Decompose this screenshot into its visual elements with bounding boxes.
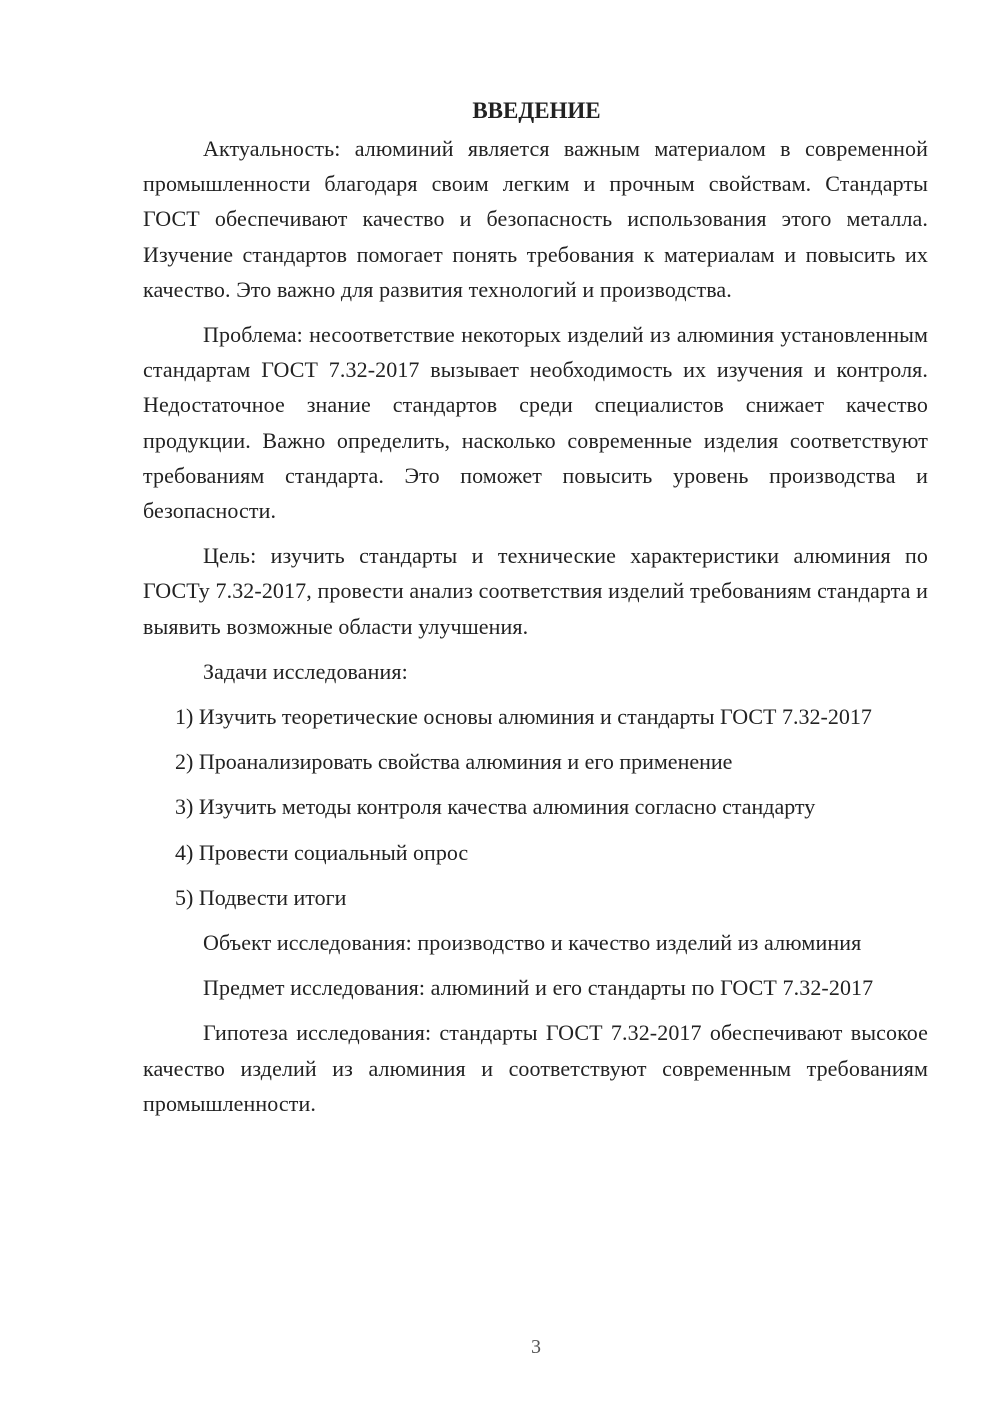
task-item-5: 5) Подвести итоги xyxy=(175,884,347,910)
paragraph-subject: Предмет исследования: алюминий и его стандарты по ГОСТ 7.32-2017 xyxy=(203,975,874,1001)
page-number: 3 xyxy=(531,1336,541,1358)
task-item-3: 3) Изучить методы контроля качества алюминия согласно стандарту xyxy=(175,794,816,820)
paragraph-goal: Цель: изучить стандарты и технические характеристики алюминия по ГОСТу 7.32-2017, провести анализ соответствия изделий требованиям стандарта и выявить возможные области улучшения. xyxy=(143,543,928,639)
paragraph-problem: Проблема: несоответствие некоторых изделий из алюминия установленным стандартам ГОСТ 7.32-2017 вызывает необходимость их изучения и контроля. Недостаточное знание стандартов среди специалистов снижает качество продукции. Важно определить, насколько современные изделия соответствуют требованиям стандарта. Это поможет повысить уровень производства и безопасности. xyxy=(143,322,928,524)
section-title: ВВЕДЕНИЕ xyxy=(472,98,601,123)
paragraph-tasks-heading: Задачи исследования: xyxy=(203,658,408,684)
paragraph-object: Объект исследования: производство и качество изделий из алюминия xyxy=(203,930,862,956)
document-page xyxy=(143,96,928,1121)
task-item-4: 4) Провести социальный опрос xyxy=(175,839,469,865)
paragraph-hypothesis: Гипотеза исследования: стандарты ГОСТ 7.32-2017 обеспечивают высокое качество изделий из алюминия и соответствуют современным требованиям промышленности. xyxy=(143,1020,928,1116)
task-item-1: 1) Изучить теоретические основы алюминия и стандарты ГОСТ 7.32-2017 xyxy=(175,704,872,730)
task-item-2: 2) Проанализировать свойства алюминия и его применение xyxy=(175,749,733,775)
paragraph-relevance: Актуальность: алюминий является важным материалом в современной промышленности благодаря своим легким и прочным свойствам. Стандарты ГОСТ обеспечивают качество и безопасность использования этого металла. Изучение стандартов помогает понять требования к материалам и повысить их качество. Это важно для развития технологий и производства. xyxy=(143,136,928,302)
